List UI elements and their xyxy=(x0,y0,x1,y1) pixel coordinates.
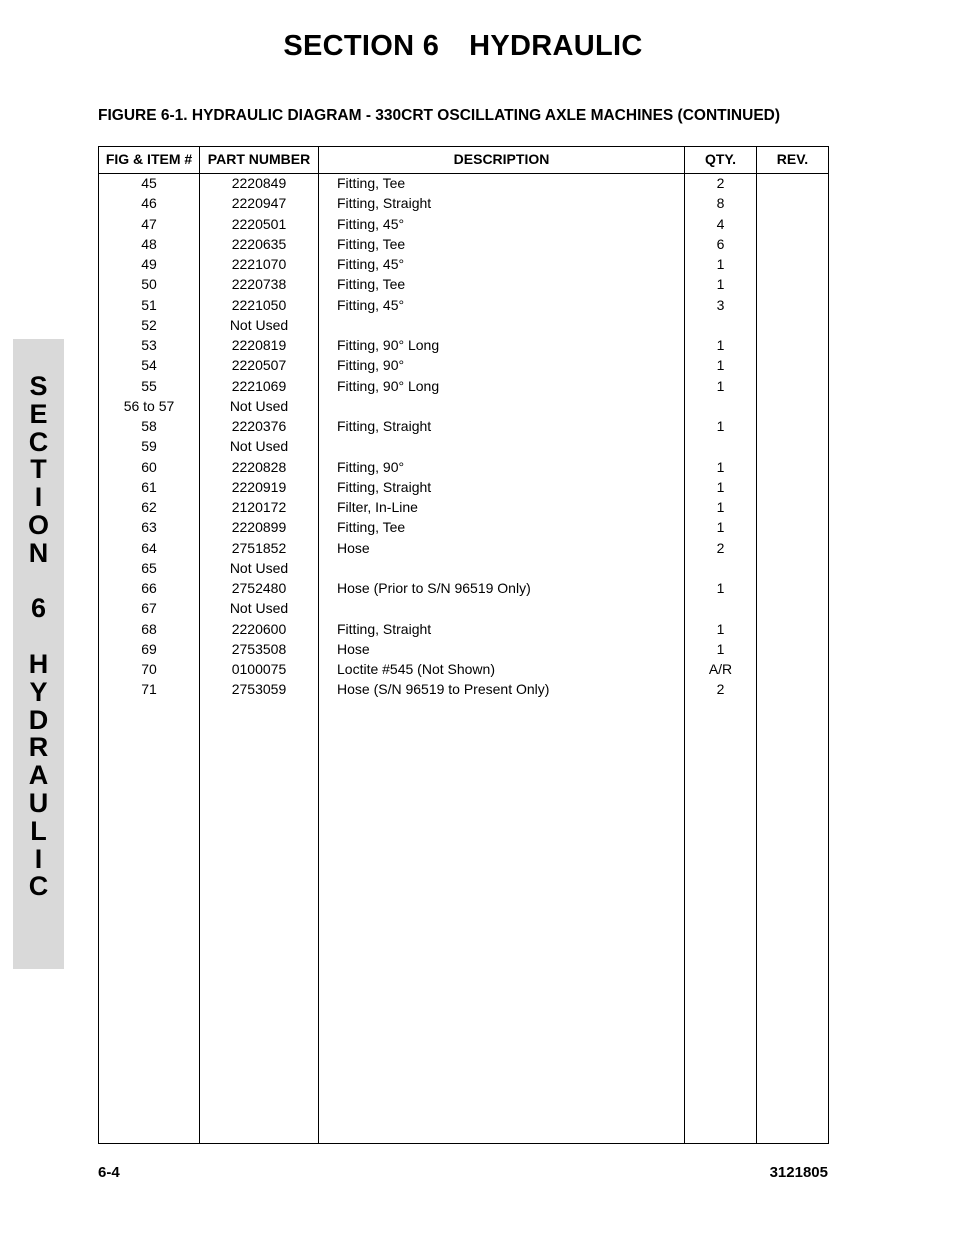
table-row xyxy=(99,640,828,660)
cell-item-number: 52 xyxy=(141,316,157,333)
side-tab-letter: U xyxy=(28,787,49,818)
cell-description: Hose (Prior to S/N 96519 Only) xyxy=(337,580,531,596)
column-header-item: FIG & ITEM # xyxy=(105,151,193,167)
cell-item-number: 59 xyxy=(141,438,157,455)
cell-qty: 1 xyxy=(716,458,725,475)
side-tab-letter: T xyxy=(30,454,47,485)
cell-description: Hose xyxy=(337,539,370,556)
table-row xyxy=(99,478,828,498)
cell-description: Fitting, Tee xyxy=(337,235,406,252)
cell-description: Hose xyxy=(337,640,370,657)
cell-part-number: 2220849 xyxy=(231,175,287,191)
side-tab-letter: I xyxy=(34,843,43,874)
cell-part-number: 2220376 xyxy=(231,418,287,434)
cell-part-number: Not Used xyxy=(229,600,289,617)
cell-qty: 2 xyxy=(716,539,725,556)
cell-part-number: 2751852 xyxy=(231,539,287,556)
cell-item-number: 70 xyxy=(141,661,157,677)
table-row xyxy=(99,680,828,700)
cell-description: Fitting, 45° xyxy=(337,215,405,232)
cell-description: Loctite #545 (Not Shown) xyxy=(337,661,495,677)
cell-part-number: 2221050 xyxy=(231,296,287,313)
cell-qty: 1 xyxy=(716,256,725,272)
cell-part-number: 2220919 xyxy=(231,478,287,495)
document-number: 3121805 xyxy=(769,1164,828,1181)
section-label: SECTION 6 xyxy=(283,30,440,62)
cell-qty: 1 xyxy=(716,478,725,495)
cell-part-number: Not Used xyxy=(229,316,289,333)
cell-description: Fitting, Straight xyxy=(337,478,432,495)
cell-part-number: 2753508 xyxy=(231,640,287,657)
column-header-part-number: PART NUMBER xyxy=(207,151,311,167)
cell-part-number: 2220819 xyxy=(231,337,287,353)
side-tab-letter: L xyxy=(30,815,47,846)
cell-qty: 1 xyxy=(716,580,725,596)
cell-item-number: 71 xyxy=(141,681,157,698)
side-tab-letter: A xyxy=(28,760,49,791)
cell-item-number: 56 to 57 xyxy=(123,397,175,414)
section-title xyxy=(0,30,926,63)
cell-part-number: 2753059 xyxy=(231,681,287,698)
cell-item-number: 47 xyxy=(141,215,157,232)
cell-item-number: 65 xyxy=(141,559,157,576)
column-header-rev: REV. xyxy=(776,151,809,167)
cell-description: Fitting, 90° xyxy=(337,458,405,475)
side-tab-letter: O xyxy=(27,509,49,540)
cell-part-number: Not Used xyxy=(229,559,289,576)
cell-description: Fitting, Tee xyxy=(337,519,406,536)
side-tab-letter: R xyxy=(28,732,49,763)
column-header-description: DESCRIPTION xyxy=(453,151,550,167)
table-row xyxy=(99,559,828,579)
table-row xyxy=(99,336,828,356)
table-row xyxy=(99,620,828,640)
cell-item-number: 54 xyxy=(141,357,157,374)
cell-part-number: 2220501 xyxy=(231,215,287,232)
cell-description: Filter, In-Line xyxy=(337,499,418,515)
cell-part-number: 0100075 xyxy=(231,661,287,677)
side-tab-letter: H xyxy=(28,648,49,679)
cell-item-number: 51 xyxy=(141,296,157,313)
side-tab-letter: I xyxy=(34,482,43,513)
cell-item-number: 62 xyxy=(141,499,157,515)
section-name: HYDRAULIC xyxy=(469,30,643,62)
cell-item-number: 66 xyxy=(141,580,157,596)
cell-description: Fitting, Straight xyxy=(337,195,432,212)
cell-qty: A/R xyxy=(708,661,733,677)
cell-description: Fitting, 90° Long xyxy=(337,337,440,353)
cell-item-number: 50 xyxy=(141,276,157,293)
cell-qty: 1 xyxy=(716,276,725,293)
cell-qty: 4 xyxy=(716,215,725,232)
table-row xyxy=(99,356,828,376)
cell-item-number: 45 xyxy=(141,175,157,191)
side-tab-letters xyxy=(13,373,64,901)
cell-item-number: 58 xyxy=(141,418,157,434)
table-row xyxy=(99,174,828,194)
table-row xyxy=(99,498,828,518)
cell-qty: 1 xyxy=(716,620,725,637)
side-tab-letter xyxy=(13,568,64,596)
cell-description: Fitting, 45° xyxy=(337,256,405,272)
table-row xyxy=(99,599,828,619)
table-row xyxy=(99,316,828,336)
cell-description: Fitting, 90° xyxy=(337,357,405,374)
cell-item-number: 68 xyxy=(141,620,157,637)
section-side-tab xyxy=(13,339,64,969)
side-tab-letter: 6 xyxy=(30,593,47,624)
table-row xyxy=(99,518,828,538)
figure-title: FIGURE 6-1. HYDRAULIC DIAGRAM - 330CRT OSCILLATING AXLE MACHINES (CONTINUED) xyxy=(98,107,781,124)
side-tab-letter: D xyxy=(28,704,49,735)
cell-qty: 2 xyxy=(716,681,725,698)
cell-description: Fitting, Tee xyxy=(337,175,406,191)
cell-item-number: 67 xyxy=(141,600,157,617)
table-row xyxy=(99,660,828,680)
table-row xyxy=(99,397,828,417)
side-tab-letter: C xyxy=(28,426,49,457)
table-row xyxy=(99,235,828,255)
cell-item-number: 60 xyxy=(141,458,157,475)
cell-part-number: 2220600 xyxy=(231,620,287,637)
table-row xyxy=(99,417,828,437)
side-tab-letter: N xyxy=(28,537,49,568)
cell-description: Fitting, 45° xyxy=(337,296,405,313)
table-row xyxy=(99,194,828,214)
cell-part-number: 2220899 xyxy=(231,519,287,536)
cell-item-number: 55 xyxy=(141,377,157,394)
cell-part-number: Not Used xyxy=(229,438,289,455)
cell-part-number: 2221069 xyxy=(231,377,287,394)
table-row xyxy=(99,458,828,478)
cell-item-number: 69 xyxy=(141,640,157,657)
cell-part-number: 2221070 xyxy=(231,256,287,272)
cell-qty: 1 xyxy=(716,640,725,657)
table-row xyxy=(99,539,828,559)
cell-part-number: 2220738 xyxy=(231,276,287,293)
cell-qty: 1 xyxy=(716,377,725,394)
cell-description: Fitting, Tee xyxy=(337,276,406,293)
cell-item-number: 49 xyxy=(141,256,157,272)
cell-qty: 2 xyxy=(716,175,725,191)
table-row xyxy=(99,296,828,316)
cell-item-number: 61 xyxy=(141,478,157,495)
table-body xyxy=(99,174,828,701)
cell-qty: 1 xyxy=(716,499,725,515)
cell-part-number: 2220507 xyxy=(231,357,287,374)
table-row xyxy=(99,579,828,599)
table-row xyxy=(99,377,828,397)
table-row xyxy=(99,275,828,295)
side-tab-letter xyxy=(13,623,64,651)
cell-item-number: 46 xyxy=(141,195,157,212)
column-header-qty: QTY. xyxy=(704,151,737,167)
side-tab-letter: E xyxy=(29,398,48,429)
cell-item-number: 64 xyxy=(141,539,157,556)
cell-item-number: 63 xyxy=(141,519,157,536)
cell-item-number: 48 xyxy=(141,235,157,252)
page-number: 6-4 xyxy=(98,1164,120,1181)
cell-part-number: 2220947 xyxy=(231,195,287,212)
table-row xyxy=(99,255,828,275)
parts-table xyxy=(98,146,829,1144)
side-tab-letter: Y xyxy=(29,676,48,707)
cell-part-number: 2220828 xyxy=(231,458,287,475)
table-row xyxy=(99,437,828,457)
cell-description: Fitting, 90° Long xyxy=(337,377,440,394)
side-tab-letter: S xyxy=(29,371,48,401)
cell-description: Hose (S/N 96519 to Present Only) xyxy=(337,681,550,698)
cell-part-number: 2220635 xyxy=(231,235,287,252)
cell-part-number: 2120172 xyxy=(231,499,287,515)
cell-item-number: 53 xyxy=(141,337,157,353)
cell-qty: 1 xyxy=(716,357,725,374)
side-tab-letter: C xyxy=(28,871,49,902)
cell-qty: 1 xyxy=(716,418,725,434)
cell-qty: 1 xyxy=(716,337,725,353)
cell-qty: 1 xyxy=(716,519,725,536)
table-row xyxy=(99,215,828,235)
cell-part-number: Not Used xyxy=(229,397,289,414)
cell-qty: 8 xyxy=(716,195,725,212)
cell-description: Fitting, Straight xyxy=(337,418,432,434)
cell-part-number: 2752480 xyxy=(231,580,287,596)
cell-description: Fitting, Straight xyxy=(337,620,432,637)
cell-qty: 6 xyxy=(716,235,725,252)
cell-qty: 3 xyxy=(716,296,725,313)
